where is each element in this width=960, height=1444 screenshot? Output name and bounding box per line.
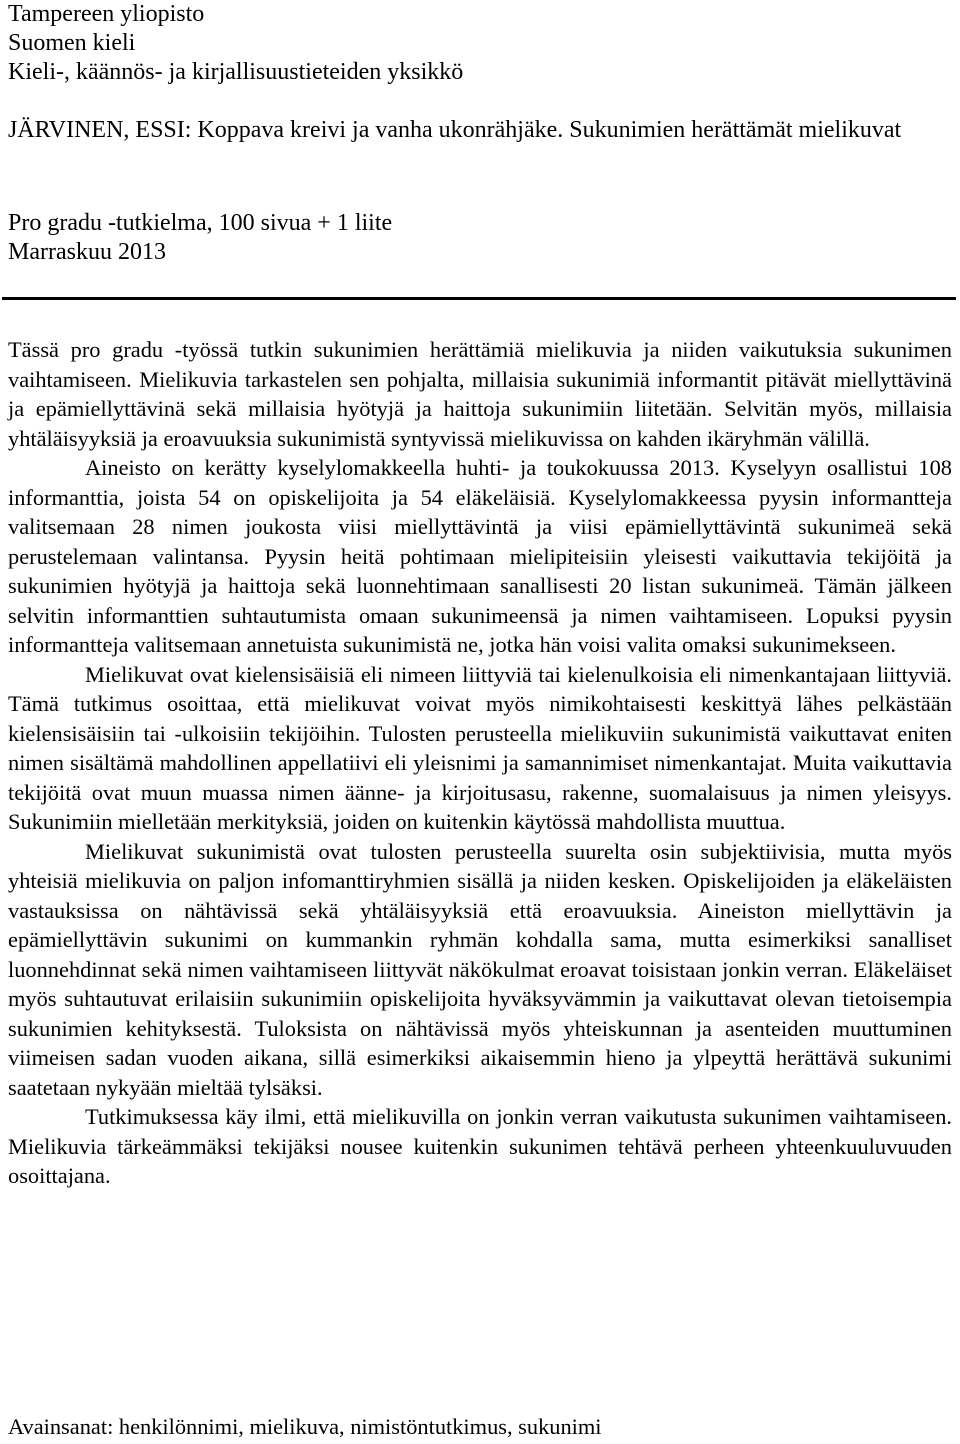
thesis-date: Marraskuu 2013: [8, 239, 166, 265]
abstract-paragraph-5: Tutkimuksessa käy ilmi, että mielikuvilla on jonkin verran vaikutusta sukunimen vaihtamiseen. Mielikuvia tärkeämmäksi tekijäksi nousee kuitenkin sukunimen tehtävä perheen yhteenkuuluvuuden osoittajana.: [8, 1104, 952, 1188]
keywords: Avainsanat: henkilönnimi, mielikuva, nimistöntutkimus, sukunimi: [8, 1414, 602, 1439]
thesis-type: Pro gradu -tutkielma, 100 sivua + 1 liite: [8, 210, 393, 236]
thesis-title: JÄRVINEN, ESSI: Koppava kreivi ja vanha ukonrähjäke. Sukunimien herättämät mielikuvat: [8, 117, 902, 143]
subject-name: Suomen kieli: [8, 30, 136, 56]
university-name: Tampereen yliopisto: [8, 1, 205, 27]
abstract-body: [8, 335, 952, 1191]
abstract-paragraph-1: Tässä pro gradu -työssä tutkin sukunimien herättämiä mielikuvia ja niiden vaikutuksia sukunimen vaihtamiseen. Mielikuvia tarkastelen sen pohjalta, millaisia sukunimiä informantit pitävät miellyttävinä ja epämiellyttävinä sekä millaisia hyötyjä ja haittoja sukunimiin liitetään. Selvitän myös, millaisia yhtäläisyyksiä ja eroavuuksia sukunimistä syntyvissä mielikuvissa on kahden ikäryhmän välillä.: [8, 337, 952, 451]
abstract-paragraph-2: Aineisto on kerätty kyselylomakkeella huhti- ja toukokuussa 2013. Kyselyyn osallistui 108 informanttia, joista 54 on opiskelijoita ja 54 eläkeläisiä. Kyselylomakkeessa pyysin informantteja valitsemaan 28 nimen joukosta viisi miellyttävintä ja viisi epämiellyttävintä sukunimeä sekä perustelemaan valintansa. Pyysin heitä pohtimaan mielipiteisiin yleisesti vaikuttavia tekijöitä ja sukunimien hyötyjä ja haittoja sekä luonnehtimaan sanallisesti 20 listan sukunimeä. Tämän jälkeen selvitin informanttien suhtautumista omaan sukunimeensä ja nimen vaihtamiseen. Lopuksi pyysin informantteja valitsemaan annetuista sukunimistä ne, jotka hän voisi valita omaksi sukunimekseen.: [8, 455, 952, 657]
header-divider: [2, 297, 956, 300]
unit-name: Kieli-, käännös- ja kirjallisuustieteiden yksikkö: [8, 59, 464, 85]
abstract-paragraph-4: Mielikuvat sukunimistä ovat tulosten perusteella suurelta osin subjektiivisia, mutta myös yhteisiä mielikuvia on paljon infomanttiryhmien sisällä ja niiden kesken. Opiskelijoiden ja eläkeläisten vastauksissa on nähtävissä sekä yhtäläisyyksiä että eroavuuksia. Aineiston miellyttävin ja epämiellyttävin sukunimi on kummankin ryhmän kohdalla sama, mutta esimerkiksi sanalliset luonnehdinnat sekä nimen vaihtamiseen liittyvät näkökulmat eroavat toisistaan jonkin verran. Eläkeläiset myös suhtautuvat erilaisiin sukunimiin opiskelijoita hyväksyvämmin ja vaikuttavat olevan tietoisempia sukunimien kehityksestä. Tuloksista on nähtävissä myös yhteiskunnan ja asenteiden muuttuminen viimeisen sadan vuoden aikana, sillä esimerkiksi aikaisemmin hieno ja ylpeyttä herättävä sukunimi saatetaan nykyään mieltää tylsäksi.: [8, 838, 952, 1100]
abstract-paragraph-3: Mielikuvat ovat kielensisäisiä eli nimeen liittyviä tai kielenulkoisia eli nimenkantajaan liittyviä. Tämä tutkimus osoittaa, että mielikuvat voivat myös nimikohtaisesti keskittyä lähes pelkästään kielensisäisiin tai -ulkoisiin tekijöihin. Tulosten perusteella mielikuviin sukunimistä vaikuttavat eniten nimen sisältämä mahdollinen appellatiivi eli yleisnimi ja samannimiset nimenkantajat. Muita vaikuttavia tekijöitä ovat muun muassa nimen äänne- ja kirjoitusasu, rakenne, suomalaisuus ja nimen yleisyys. Sukunimiin mielletään merkityksiä, joiden on kuitenkin käytössä mahdollista muuttua.: [8, 661, 952, 834]
